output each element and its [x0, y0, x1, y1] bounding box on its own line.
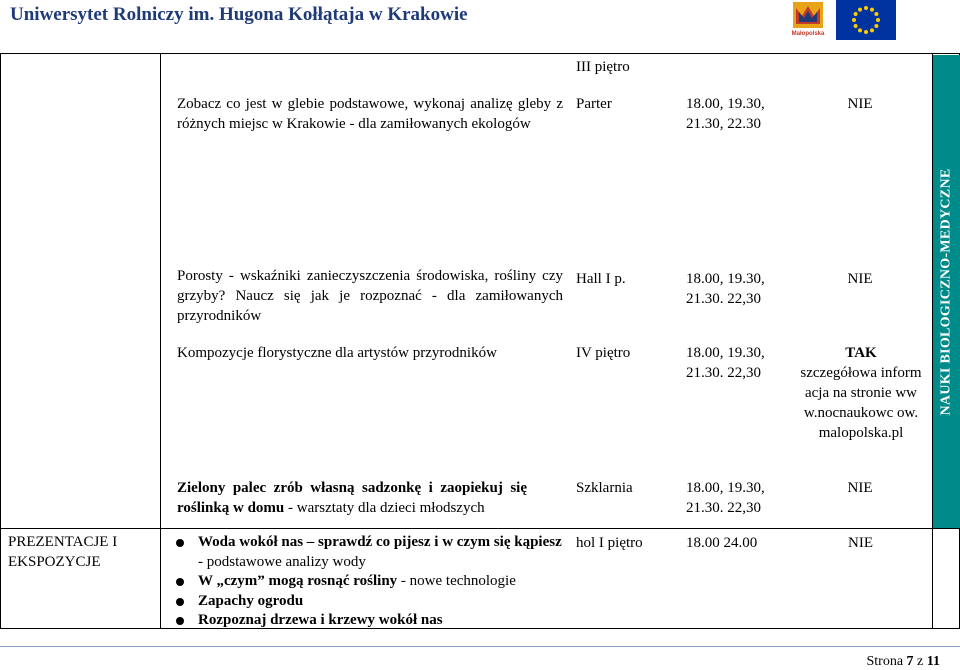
item-detail: - podstawowe analizy wody [198, 553, 366, 570]
activity-title [177, 94, 563, 134]
list-item [168, 611, 568, 631]
row-reservation: NIE [847, 271, 873, 287]
category-label: NAUKI BIOLOGICZNO-MEDYCZNE [938, 168, 954, 415]
total-pages: 11 [926, 654, 940, 669]
activity-title-main: Porosty - wskaźniki zanieczyszczenia środowiska, rośliny czy grzyby? Naucz się jak je rozpoznać [177, 268, 563, 304]
presentations-list [168, 533, 568, 631]
page-label: Strona [866, 654, 904, 669]
row-location: IV piętro [576, 345, 631, 361]
row-times: 18.00, 19.30, 21.30. 22,30 [686, 345, 765, 381]
activity-title [177, 478, 527, 518]
page-of: z [917, 654, 924, 669]
item-title: Woda wokół nas – sprawdź co pijesz i w czym się kąpiesz [198, 534, 562, 550]
activity-title: Kompozycje florystyczne dla artystów przyrodników [177, 345, 497, 361]
page-header [0, 0, 960, 40]
item-title: W „czym” mogą rosnąć rośliny [198, 573, 398, 589]
list-item [168, 533, 568, 572]
presentations-times: 18.00 24.00 [686, 535, 758, 551]
footer-divider [0, 646, 960, 647]
row-times: 18.00, 19.30, 21.30. 22,30 [686, 271, 765, 307]
category-label-wrap [933, 55, 960, 528]
presentations-reservation: NIE [848, 535, 873, 551]
row-reservation: NIE [847, 96, 873, 112]
page-number [866, 654, 940, 670]
row-location: III piętro [576, 59, 630, 75]
row-times: 18.00, 19.30, 21.30. 22,30 [686, 480, 765, 516]
activity-title-audience: - dla zamiłowanych przyrodników [177, 288, 563, 324]
item-title: Zapachy ogrodu [198, 592, 304, 609]
column-divider [160, 53, 161, 629]
activity-title-main: Zobacz co jest w glebie podstawowe, wykonaj analizę gleby z różnych miejsc w Krakowie [177, 96, 563, 132]
item-detail: - nowe technologie [397, 573, 516, 589]
row-location: Szklarnia [576, 480, 633, 496]
row-divider [0, 528, 960, 529]
row-times: 18.00, 19.30, 21.30, 22.30 [686, 96, 765, 132]
row-reservation: NIE [847, 480, 873, 496]
reservation-note[interactable]: szczegółowa informacja na stronie www.nocnaukowc ow.malopolska.pl [800, 365, 922, 441]
item-title: Rozpoznaj drzewa i krzewy wokół nas [198, 612, 443, 628]
activity-title-audience: - dla zamiłowanych ekologów [345, 116, 531, 132]
row-location: Parter [576, 96, 612, 112]
list-item [168, 592, 568, 612]
activity-title-audience: - warsztaty dla dzieci młodszych [284, 500, 485, 516]
table-top-border [0, 53, 960, 54]
current-page: 7 [906, 654, 914, 669]
presentations-category: PREZENTACJE I EKSPOZYCJE [8, 534, 118, 570]
presentations-location: hol I piętro [576, 535, 643, 551]
malopolska-label: Małopolska [791, 31, 825, 37]
activity-title [177, 266, 563, 326]
activity-title-main: Zielony palec zrób własną sadzonkę i zaopiekuj się roślinką w domu [177, 480, 527, 516]
table-left-border [0, 53, 1, 629]
eu-flag-logo [836, 0, 896, 40]
list-item [168, 572, 568, 592]
row-reservation: TAK [845, 345, 877, 361]
row-location: Hall I p. [576, 271, 626, 287]
header-title: Uniwersytet Rolniczy im. Hugona Kołłątaja w Krakowie [10, 4, 468, 25]
row-reservation-cell [800, 343, 922, 443]
